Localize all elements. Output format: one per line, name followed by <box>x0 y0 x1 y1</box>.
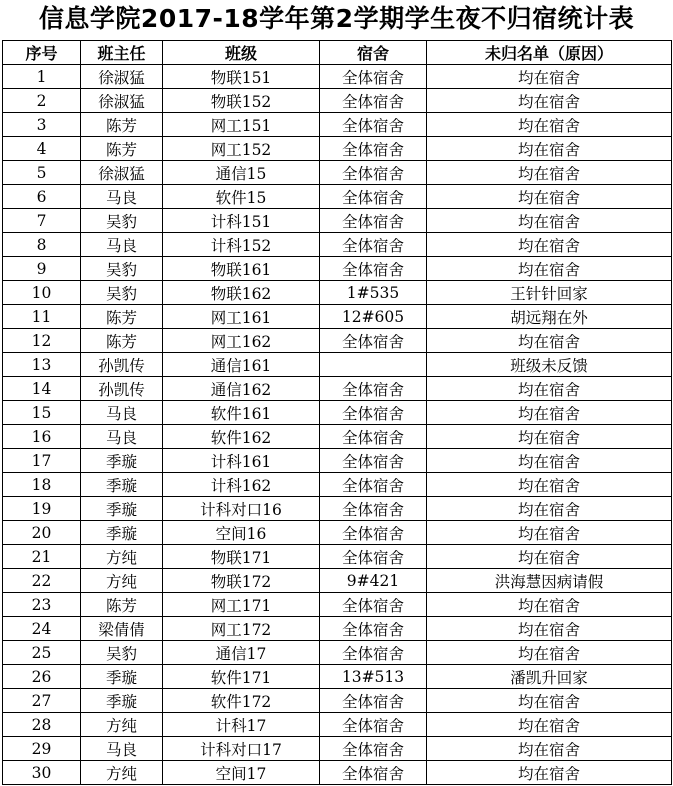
cell-class: 物联162 <box>163 281 320 305</box>
cell-index: 22 <box>3 569 81 593</box>
cell-absentees: 均在宿舍 <box>427 425 672 449</box>
header-teacher: 班主任 <box>81 41 163 65</box>
cell-class: 软件161 <box>163 401 320 425</box>
cell-absentees: 均在宿舍 <box>427 185 672 209</box>
cell-absentees: 均在宿舍 <box>427 401 672 425</box>
cell-absentees: 均在宿舍 <box>427 137 672 161</box>
cell-absentees: 均在宿舍 <box>427 473 672 497</box>
header-class: 班级 <box>163 41 320 65</box>
cell-teacher: 方纯 <box>81 761 163 785</box>
cell-class: 计科对口16 <box>163 497 320 521</box>
table-row <box>3 65 672 89</box>
cell-teacher: 季璇 <box>81 665 163 689</box>
cell-dorm: 全体宿舍 <box>320 425 427 449</box>
table-header-row <box>3 41 672 65</box>
cell-absentees: 均在宿舍 <box>427 713 672 737</box>
cell-absentees: 均在宿舍 <box>427 737 672 761</box>
cell-teacher: 孙凯传 <box>81 377 163 401</box>
table-row <box>3 473 672 497</box>
cell-index: 24 <box>3 617 81 641</box>
table-row <box>3 713 672 737</box>
cell-dorm: 全体宿舍 <box>320 473 427 497</box>
cell-index: 13 <box>3 353 81 377</box>
cell-teacher: 徐淑猛 <box>81 89 163 113</box>
table-row <box>3 233 672 257</box>
cell-index: 3 <box>3 113 81 137</box>
cell-index: 20 <box>3 521 81 545</box>
table-row <box>3 737 672 761</box>
cell-index: 9 <box>3 257 81 281</box>
table-row <box>3 257 672 281</box>
cell-dorm: 全体宿舍 <box>320 65 427 89</box>
cell-class: 软件171 <box>163 665 320 689</box>
table-row <box>3 329 672 353</box>
cell-index: 16 <box>3 425 81 449</box>
cell-class: 计科152 <box>163 233 320 257</box>
cell-absentees: 均在宿舍 <box>427 65 672 89</box>
cell-teacher: 马良 <box>81 185 163 209</box>
cell-teacher: 马良 <box>81 233 163 257</box>
cell-teacher: 吴豹 <box>81 281 163 305</box>
cell-teacher: 季璇 <box>81 473 163 497</box>
cell-dorm: 全体宿舍 <box>320 737 427 761</box>
cell-index: 7 <box>3 209 81 233</box>
table-row <box>3 281 672 305</box>
cell-class: 软件15 <box>163 185 320 209</box>
table-row <box>3 665 672 689</box>
cell-dorm: 全体宿舍 <box>320 641 427 665</box>
cell-class: 计科17 <box>163 713 320 737</box>
table-body <box>3 65 672 785</box>
table-row <box>3 521 672 545</box>
cell-dorm: 全体宿舍 <box>320 257 427 281</box>
table-row <box>3 425 672 449</box>
cell-absentees: 洪海慧因病请假 <box>427 569 672 593</box>
cell-class: 通信15 <box>163 161 320 185</box>
cell-dorm: 全体宿舍 <box>320 161 427 185</box>
cell-dorm: 全体宿舍 <box>320 689 427 713</box>
table-row <box>3 89 672 113</box>
cell-absentees: 均在宿舍 <box>427 641 672 665</box>
cell-absentees: 均在宿舍 <box>427 161 672 185</box>
cell-class: 空间16 <box>163 521 320 545</box>
table-row <box>3 353 672 377</box>
cell-absentees: 均在宿舍 <box>427 329 672 353</box>
cell-absentees: 潘凯升回家 <box>427 665 672 689</box>
page-title: 信息学院2017-18学年第2学期学生夜不归宿统计表 <box>38 4 635 33</box>
cell-absentees: 均在宿舍 <box>427 113 672 137</box>
cell-teacher: 徐淑猛 <box>81 161 163 185</box>
cell-absentees: 均在宿舍 <box>427 497 672 521</box>
header-absentees: 未归名单（原因） <box>427 41 672 65</box>
table-row <box>3 569 672 593</box>
cell-index: 23 <box>3 593 81 617</box>
cell-absentees: 胡远翔在外 <box>427 305 672 329</box>
cell-absentees: 均在宿舍 <box>427 617 672 641</box>
header-dorm: 宿舍 <box>320 41 427 65</box>
cell-index: 4 <box>3 137 81 161</box>
cell-dorm: 1#535 <box>320 281 427 305</box>
cell-class: 物联161 <box>163 257 320 281</box>
table-row <box>3 113 672 137</box>
cell-teacher: 吴豹 <box>81 641 163 665</box>
cell-class: 物联172 <box>163 569 320 593</box>
cell-dorm: 全体宿舍 <box>320 401 427 425</box>
cell-teacher: 吴豹 <box>81 257 163 281</box>
cell-class: 物联152 <box>163 89 320 113</box>
cell-class: 网工151 <box>163 113 320 137</box>
cell-absentees: 王针针回家 <box>427 281 672 305</box>
cell-class: 网工161 <box>163 305 320 329</box>
cell-index: 21 <box>3 545 81 569</box>
cell-class: 通信17 <box>163 641 320 665</box>
cell-index: 18 <box>3 473 81 497</box>
table-row <box>3 545 672 569</box>
cell-index: 8 <box>3 233 81 257</box>
cell-index: 19 <box>3 497 81 521</box>
cell-teacher: 吴豹 <box>81 209 163 233</box>
cell-index: 30 <box>3 761 81 785</box>
cell-class: 软件172 <box>163 689 320 713</box>
cell-absentees: 均在宿舍 <box>427 449 672 473</box>
cell-class: 物联151 <box>163 65 320 89</box>
cell-index: 1 <box>3 65 81 89</box>
cell-dorm: 全体宿舍 <box>320 89 427 113</box>
cell-dorm: 全体宿舍 <box>320 113 427 137</box>
cell-teacher: 陈芳 <box>81 593 163 617</box>
table-row <box>3 185 672 209</box>
cell-absentees: 均在宿舍 <box>427 377 672 401</box>
cell-dorm: 全体宿舍 <box>320 137 427 161</box>
cell-teacher: 陈芳 <box>81 137 163 161</box>
cell-teacher: 马良 <box>81 737 163 761</box>
table-row <box>3 449 672 473</box>
cell-dorm: 全体宿舍 <box>320 545 427 569</box>
cell-class: 计科161 <box>163 449 320 473</box>
cell-dorm: 9#421 <box>320 569 427 593</box>
cell-class: 计科162 <box>163 473 320 497</box>
cell-index: 14 <box>3 377 81 401</box>
cell-class: 通信161 <box>163 353 320 377</box>
cell-teacher: 陈芳 <box>81 305 163 329</box>
cell-teacher: 梁倩倩 <box>81 617 163 641</box>
cell-absentees: 均在宿舍 <box>427 689 672 713</box>
cell-index: 27 <box>3 689 81 713</box>
cell-teacher: 季璇 <box>81 497 163 521</box>
cell-class: 软件162 <box>163 425 320 449</box>
table-row <box>3 209 672 233</box>
cell-index: 28 <box>3 713 81 737</box>
cell-dorm: 全体宿舍 <box>320 233 427 257</box>
cell-index: 11 <box>3 305 81 329</box>
cell-class: 网工172 <box>163 617 320 641</box>
cell-dorm: 全体宿舍 <box>320 761 427 785</box>
cell-class: 计科对口17 <box>163 737 320 761</box>
cell-absentees: 均在宿舍 <box>427 89 672 113</box>
cell-teacher: 陈芳 <box>81 329 163 353</box>
cell-index: 25 <box>3 641 81 665</box>
cell-absentees: 班级未反馈 <box>427 353 672 377</box>
cell-dorm: 全体宿舍 <box>320 185 427 209</box>
cell-dorm <box>320 353 427 377</box>
cell-class: 网工162 <box>163 329 320 353</box>
cell-teacher: 孙凯传 <box>81 353 163 377</box>
cell-absentees: 均在宿舍 <box>427 233 672 257</box>
cell-dorm: 全体宿舍 <box>320 377 427 401</box>
cell-index: 17 <box>3 449 81 473</box>
cell-class: 网工152 <box>163 137 320 161</box>
cell-index: 10 <box>3 281 81 305</box>
table-row <box>3 689 672 713</box>
cell-index: 6 <box>3 185 81 209</box>
cell-teacher: 季璇 <box>81 449 163 473</box>
cell-class: 空间17 <box>163 761 320 785</box>
cell-dorm: 全体宿舍 <box>320 449 427 473</box>
table-row <box>3 305 672 329</box>
cell-teacher: 方纯 <box>81 713 163 737</box>
cell-teacher: 方纯 <box>81 569 163 593</box>
cell-teacher: 季璇 <box>81 521 163 545</box>
cell-dorm: 全体宿舍 <box>320 209 427 233</box>
table-row <box>3 161 672 185</box>
cell-class: 通信162 <box>163 377 320 401</box>
cell-teacher: 马良 <box>81 425 163 449</box>
cell-index: 29 <box>3 737 81 761</box>
table-row <box>3 137 672 161</box>
cell-index: 12 <box>3 329 81 353</box>
cell-teacher: 季璇 <box>81 689 163 713</box>
cell-dorm: 全体宿舍 <box>320 497 427 521</box>
cell-dorm: 12#605 <box>320 305 427 329</box>
cell-dorm: 全体宿舍 <box>320 521 427 545</box>
cell-absentees: 均在宿舍 <box>427 257 672 281</box>
cell-index: 26 <box>3 665 81 689</box>
cell-absentees: 均在宿舍 <box>427 545 672 569</box>
table-row <box>3 497 672 521</box>
cell-teacher: 陈芳 <box>81 113 163 137</box>
cell-teacher: 方纯 <box>81 545 163 569</box>
table-row <box>3 401 672 425</box>
cell-index: 15 <box>3 401 81 425</box>
table-row <box>3 617 672 641</box>
header-index: 序号 <box>3 41 81 65</box>
cell-class: 计科151 <box>163 209 320 233</box>
statistics-table <box>2 40 672 785</box>
cell-absentees: 均在宿舍 <box>427 521 672 545</box>
cell-class: 物联171 <box>163 545 320 569</box>
cell-teacher: 徐淑猛 <box>81 65 163 89</box>
cell-dorm: 13#513 <box>320 665 427 689</box>
cell-index: 2 <box>3 89 81 113</box>
cell-dorm: 全体宿舍 <box>320 617 427 641</box>
cell-absentees: 均在宿舍 <box>427 209 672 233</box>
table-row <box>3 377 672 401</box>
cell-index: 5 <box>3 161 81 185</box>
cell-dorm: 全体宿舍 <box>320 329 427 353</box>
cell-dorm: 全体宿舍 <box>320 713 427 737</box>
table-row <box>3 761 672 785</box>
cell-class: 网工171 <box>163 593 320 617</box>
table-row <box>3 593 672 617</box>
cell-absentees: 均在宿舍 <box>427 593 672 617</box>
table-row <box>3 641 672 665</box>
cell-dorm: 全体宿舍 <box>320 593 427 617</box>
cell-teacher: 马良 <box>81 401 163 425</box>
cell-absentees: 均在宿舍 <box>427 761 672 785</box>
